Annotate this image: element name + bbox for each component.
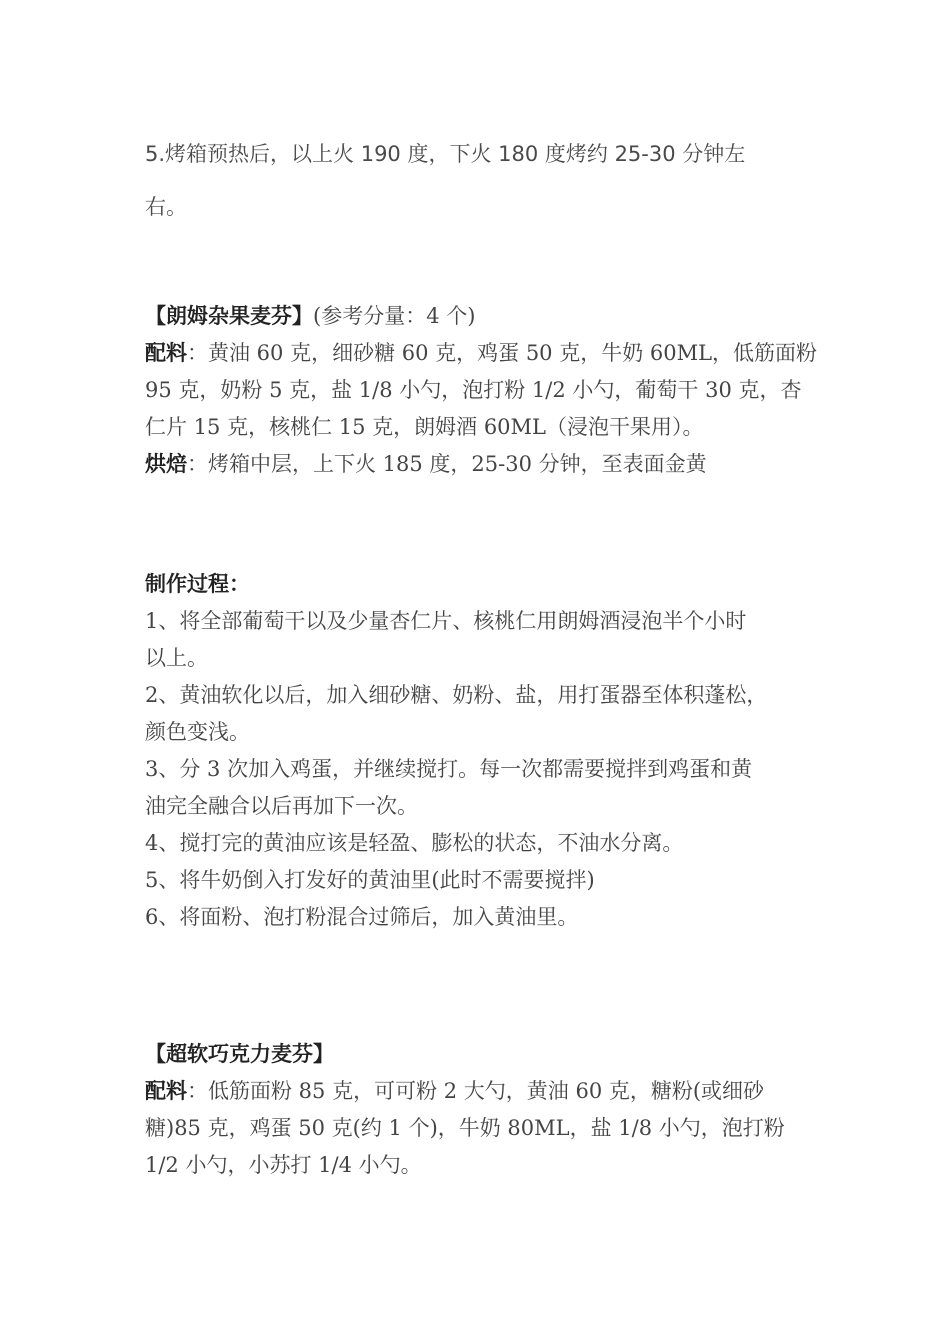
recipe-title-line	[145, 298, 810, 335]
chocolate-muffin-section	[145, 1036, 810, 1184]
ingredients-text: ：黄油 60 克，细砂糖 60 克，鸡蛋 50 克，牛奶 60ML，低筋面粉	[187, 341, 818, 365]
process-title-line	[145, 566, 810, 603]
process-line: 颜色变浅。	[145, 720, 250, 744]
process-line: 4、搅打完的黄油应该是轻盈、膨松的状态，不油水分离。	[145, 831, 684, 855]
process-title-colon: ：	[229, 572, 250, 596]
step-5-line-1: 5.烤箱预热后，以上火 190 度，下火 180 度烤约 25-30 分钟左	[145, 142, 746, 166]
step-5-paragraph	[145, 128, 810, 234]
process-title: 制作过程	[145, 572, 229, 596]
ingredients-label: 配料	[145, 1079, 187, 1103]
process-line: 2、黄油软化以后，加入细砂糖、奶粉、盐，用打蛋器至体积蓬松，	[145, 683, 768, 707]
serving-note: (参考分量：4 个)	[313, 304, 476, 328]
baking-text: ：烤箱中层，上下火 185 度，25-30 分钟，至表面金黄	[187, 452, 707, 476]
baking-label: 烘焙	[145, 452, 187, 476]
rum-fruit-muffin-section	[145, 298, 818, 483]
ingredients-label: 配料	[145, 341, 187, 365]
ingredients-line-3: 1/2 小勺，小苏打 1/4 小勺。	[145, 1153, 422, 1177]
step-5-line-2: 右。	[145, 195, 187, 219]
ingredients-line-2: 95 克，奶粉 5 克，盐 1/8 小勺，泡打粉 1/2 小勺，葡萄干 30 克，杏	[145, 378, 802, 402]
recipe-title: 【超软巧克力麦芬】	[145, 1042, 334, 1066]
ingredients-line-1	[145, 335, 818, 372]
baking-line	[145, 446, 810, 483]
ingredients-line-2: 糖)85 克，鸡蛋 50 克(约 1 个)，牛奶 80ML，盐 1/8 小勺，泡打粉	[145, 1116, 785, 1140]
process-line: 3、分 3 次加入鸡蛋，并继续搅打。每一次都需要搅拌到鸡蛋和黄	[145, 757, 753, 781]
ingredients-text: ：低筋面粉 85 克，可可粉 2 大勺，黄油 60 克，糖粉(或细砂	[187, 1079, 765, 1103]
process-section	[145, 566, 810, 936]
ingredients-line-3: 仁片 15 克，核桃仁 15 克，朗姆酒 60ML（浸泡干果用）。	[145, 415, 704, 439]
process-line: 油完全融合以后再加下一次。	[145, 794, 418, 818]
process-line: 以上。	[145, 646, 208, 670]
process-line: 6、将面粉、泡打粉混合过筛后，加入黄油里。	[145, 905, 579, 929]
recipe-title: 【朗姆杂果麦芬】	[145, 304, 313, 328]
process-line: 5、将牛奶倒入打发好的黄油里(此时不需要搅拌)	[145, 868, 595, 892]
process-line: 1、将全部葡萄干以及少量杏仁片、核桃仁用朗姆酒浸泡半个小时	[145, 609, 747, 633]
ingredients-line-1	[145, 1073, 810, 1110]
